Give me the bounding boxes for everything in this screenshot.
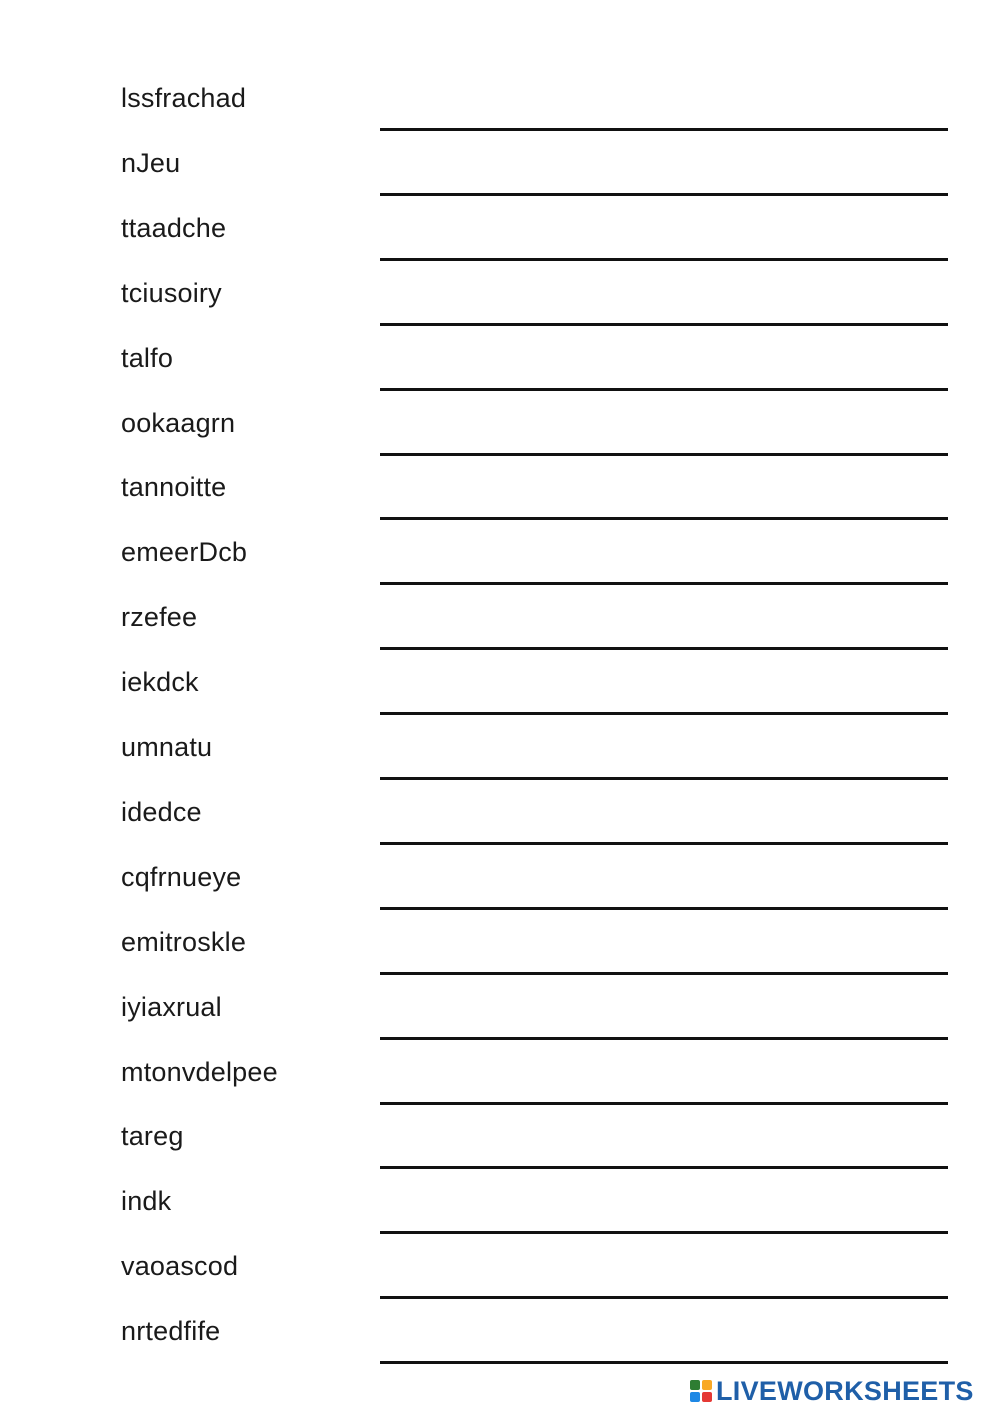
worksheet-row	[0, 1185, 999, 1250]
answer-input[interactable]	[380, 285, 948, 321]
answer-input[interactable]	[380, 739, 948, 775]
answer-line	[380, 453, 948, 456]
scrambled-word: umnatu	[121, 732, 213, 762]
answer-input[interactable]	[380, 544, 948, 580]
answer-input[interactable]	[380, 1128, 948, 1164]
liveworksheets-branding	[690, 1374, 974, 1408]
answer-line	[380, 258, 948, 261]
scrambled-word: ttaadche	[121, 212, 227, 243]
scrambled-word: rzefee	[121, 602, 198, 633]
answer-line	[380, 777, 948, 780]
worksheet-row	[0, 1315, 999, 1380]
worksheet-row	[0, 796, 999, 861]
answer-input[interactable]	[380, 1064, 948, 1100]
scrambled-word: tciusoiry	[121, 277, 222, 308]
scrambled-word: nrtedfife	[121, 1316, 221, 1347]
scrambled-word: indk	[121, 1186, 172, 1217]
worksheet-row	[0, 601, 999, 666]
answer-input[interactable]	[380, 609, 948, 645]
scrambled-word: mtonvdelpee	[121, 1056, 278, 1087]
worksheet-row	[0, 1250, 999, 1315]
worksheet-row	[0, 731, 999, 796]
answer-line	[380, 1296, 948, 1299]
answer-line	[380, 907, 948, 910]
worksheet-row	[0, 277, 999, 342]
answer-input[interactable]	[380, 999, 948, 1035]
answer-line	[380, 1166, 948, 1169]
answer-line	[380, 842, 948, 845]
answer-line	[380, 517, 948, 520]
worksheet-row	[0, 1120, 999, 1185]
worksheet-row	[0, 342, 999, 407]
answer-line	[380, 712, 948, 715]
scrambled-word: ookaagrn	[121, 407, 236, 438]
worksheet-row	[0, 147, 999, 212]
answer-line	[380, 128, 948, 131]
scrambled-word: emeerDcb	[121, 537, 248, 568]
worksheet-row	[0, 536, 999, 601]
scrambled-word: vaoascod	[121, 1251, 239, 1282]
scrambled-word: nJeu	[121, 147, 181, 178]
answer-input[interactable]	[380, 934, 948, 970]
worksheet-row	[0, 926, 999, 991]
liveworksheets-logo-icon	[690, 1380, 712, 1402]
answer-input[interactable]	[380, 1323, 948, 1359]
answer-line	[380, 1102, 948, 1105]
answer-line	[380, 647, 948, 650]
scrambled-word: emitroskle	[121, 926, 247, 957]
worksheet-row	[0, 1056, 999, 1121]
worksheet-row	[0, 407, 999, 472]
scrambled-word: iyiaxrual	[121, 991, 222, 1022]
worksheet-row	[0, 471, 999, 536]
answer-line	[380, 388, 948, 391]
answer-input[interactable]	[380, 869, 948, 905]
worksheet-row	[0, 861, 999, 926]
answer-line	[380, 972, 948, 975]
answer-line	[380, 323, 948, 326]
brand-name: LIVEWORKSHEETS	[716, 1375, 974, 1406]
scrambled-word: idedce	[121, 796, 202, 827]
answer-line	[380, 1361, 948, 1364]
worksheet-row	[0, 991, 999, 1056]
answer-input[interactable]	[380, 155, 948, 191]
worksheet-row	[0, 666, 999, 731]
worksheet-row	[0, 82, 999, 147]
answer-input[interactable]	[380, 1258, 948, 1294]
answer-input[interactable]	[380, 479, 948, 515]
worksheet-row	[0, 212, 999, 277]
scrambled-word: tareg	[121, 1121, 184, 1152]
answer-input[interactable]	[380, 674, 948, 710]
scrambled-word: tannoitte	[121, 472, 227, 503]
answer-input[interactable]	[380, 1193, 948, 1229]
answer-input[interactable]	[380, 350, 948, 386]
answer-input[interactable]	[380, 90, 948, 126]
answer-line	[380, 1231, 948, 1234]
answer-input[interactable]	[380, 804, 948, 840]
answer-input[interactable]	[380, 415, 948, 451]
scrambled-word: talfo	[121, 342, 174, 373]
answer-input[interactable]	[380, 220, 948, 256]
scrambled-word: iekdck	[121, 667, 199, 698]
answer-line	[380, 582, 948, 585]
answer-line	[380, 193, 948, 196]
scrambled-word: lssfrachad	[121, 83, 247, 113]
scrambled-word: cqfrnueye	[121, 861, 242, 892]
answer-line	[380, 1037, 948, 1040]
